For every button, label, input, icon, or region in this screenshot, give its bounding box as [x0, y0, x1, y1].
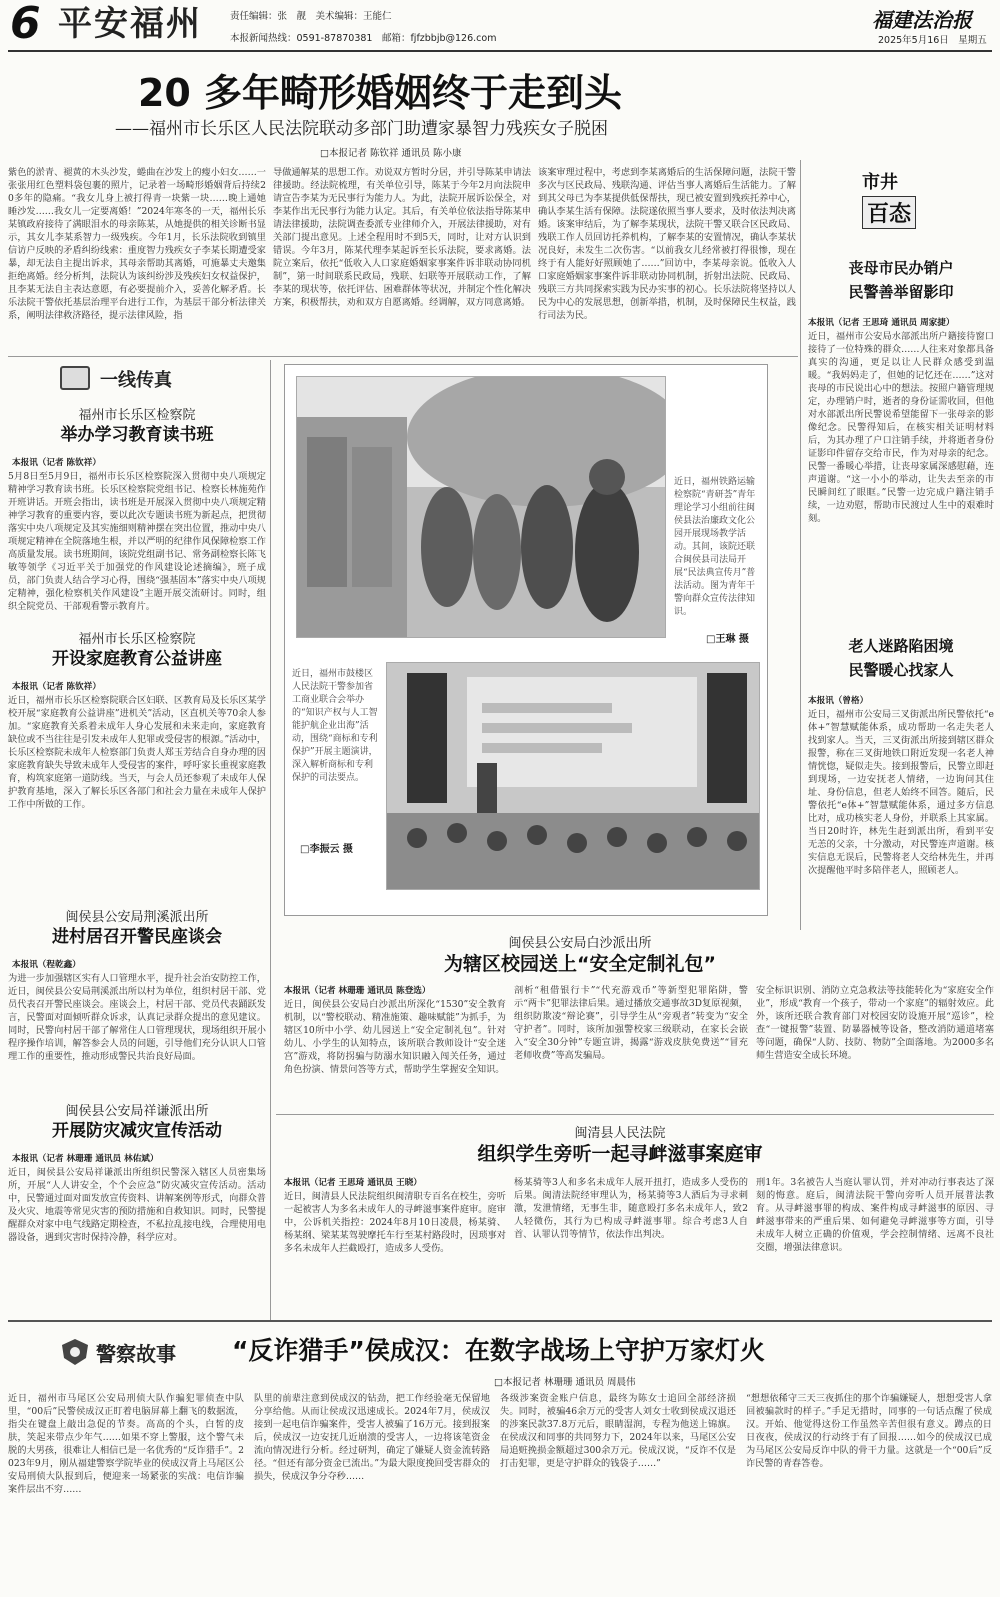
yx1-byline: 本报讯（记者 陈钦祥） [12, 458, 101, 468]
lead-column-2: 导做通解某的思想工作。劝说双方暂时分居，并引导陈某申请法律援助。经法院梳理，有关单位引导，陈某于今年2月向法院申请宣告李某为无民事行为能力人。为此，法院开展诉讼保全，对李某作出无民事行为能力认定。其后，有关单位依法指导陈某申请法律援助，法院调查委派专业律师介入，开展法律援助，对有关部门提出意见。上述全程用时不到5天，同时，让对方认识到错误。今年3月，陈某代理李某起诉至长乐法院，要求离婚。法院立案后，依托“低收入人口家庭婚姻家事案件诉非联动协同机制”，第一时间联系民政局，残联、妇联等开展联动工作，了解李某的现状等，依托评估、困难群体等状况，并制定个性化解决方案，积极帮扶，劝和双方自愿离婚。经调解，双方同意离婚。 [273, 167, 531, 308]
minqing-column-1: 近日，闽清县人民法院组织闽清职专百名在校生，旁听一起被害人为多名未成年人的寻衅滋事案件庭审。庭审中，公诉机关指控：2024年8月10日凌晨，杨某骑、杨某纲、梁某某驾驶摩托车行至某村路段时，因琐事对多名未成年人拦截殴打，造成多人受伤。 [284, 1191, 506, 1254]
lead-byline: □本报记者 陈钦祥 通讯员 陈小康 [320, 148, 462, 159]
editors-line: 责任编辑：张 靓 美术编辑：王能仁 [230, 11, 392, 22]
fax-icon [60, 366, 90, 390]
police-story-title: “反诈猎手”侯成汉：在数字战场上守护万家灯火 [232, 1336, 765, 1365]
yixian-banner [60, 364, 230, 394]
minqing-kicker: 闽清县人民法院 [574, 1126, 666, 1141]
photo2-caption: 近日，福州市鼓楼区人民法院干警参加省工商业联合会举办的“知识产权与人工智能护航企业出海”活动，围绕“商标和专利保护”开展主题演讲，深入解析商标和专利保护的司法要点。 [292, 669, 378, 783]
story2-byline: 本报讯（曾格） [808, 696, 869, 706]
minqing-byline: 本报讯（记者 王思琦 通讯员 王晓） [284, 1178, 422, 1188]
police-column-3: 各级涉案资金账户信息，最终为陈女士追回全部经济损失。同时，被骗46余万元的受害人刘女士收到侯成汉退还的涉案民款37.8万元后，眼睛湿润，专程为他送上锦旗。在侯成汉和同事的共同努力下，2024年以来，马尾区公安局追赃挽损金额超过300余万元。侯成汉说，“反诈不仅是打击犯罪，更是守护群众的钱袋子……” [500, 1393, 736, 1469]
story2-title-line2: 民警暖心找家人 [848, 661, 954, 679]
photo-ip-lecture [386, 662, 760, 890]
hotline-line: 本报新闻热线：0591-87870381 邮箱：fjfzbbjb@126.com [230, 33, 497, 44]
minqing-column-3: 刑1年。3名被告人当庭认罪认罚，并对冲动行事表达了深刻的悔意。庭后，闽清法院干警向旁听人员开展普法教育。从寻衅滋事罪的构成、案件构成寻衅滋事的原因、寻衅滋事带来的严重后果、如何避免寻衅滋事等方面，引导未成年人树立正确的价值观，学会控制情绪、远离不良社交圈，增强法律意识。 [756, 1177, 994, 1253]
yx1-body: 5月8日至5月9日，福州市长乐区检察院深入贯彻中央八项规定精神学习教育读书班。长乐区检察院党组书记、检察长林施苑作开班讲话。开班会指出，读书班是开展深入贯彻中央八项规定精神学习教育的重要内容，要以此次专题读书班为新起点，把贯彻落实中央八项规定及其实施细则精神摆在突出位置，推动中央八项规定精神在全院落地生根，并以严明的纪律作风保障检察工作高质量发展。读书班期间，该院党组副书记、常务副检察长陈飞敏等领学《习近平关于加强党的作风建设论述摘编》，班子成员，部门负责人结合学习心得，围绕“强基固本”落实中央八项规定精神，强化检察机关作风建设”主题开展交流研讨。同时，组织全院党员、干部观看警示教育片。 [8, 471, 266, 612]
yx2-kicker: 福州市长乐区检察院 [78, 632, 196, 647]
yx3-title: 进村居召开警民座谈会 [52, 927, 222, 947]
baisha-bottom-rule [276, 1114, 994, 1115]
baisha-column-2: 剖析“租借银行卡”“代充游戏币”等新型犯罪陷阱，警示“两卡”犯罪法律后果。通过播放交通事故3D复原视频，组织防欺凌“辩论赛”，引导学生从“旁观者”转变为“安全守护者”。同时，该所加强警校家三级联动，在家长会嵌入“安全30分钟”专题宣讲，揭露“游戏皮肤免费送”“冒充老师收费”等高发骗局。 [514, 985, 748, 1061]
yx1-kicker: 福州市长乐区检察院 [78, 408, 196, 423]
paper-logo: 福建法治报 [872, 8, 972, 32]
lead-subtitle: ——福州市长乐区人民法院联动多部门助遭家暴智力残疾女子脱困 [115, 119, 608, 139]
minqing-column-2: 杨某骑等3人和多名未成年人展开扭打，造成多人受伤的后果。闽清法院经审理认为，杨某骑等3人酒后为寻求刺激，发泄情绪，无事生非，随意殴打多名未成年人，致2人轻微伤，其行为已构成寻衅滋事罪。综合考虑3人自首、认罪认罚等情节，依法作出判决。 [514, 1177, 748, 1240]
baisha-column-3: 安全标识识别、消防立克急救法等技能转化为“家庭安全作业”，形成“教育一个孩子，带动一个家庭”的辐射效应。此外，该所还联合教育部门对校园安防设施开展“巡诊”，检查“一键报警”装置、防暴器械等设备，整改消防通道堵塞等问题，确保“人防、技防、物防”全面落地。为2000多名师生营造安全成长环境。 [756, 985, 994, 1061]
story2-title-line1: 老人迷路陷困境 [848, 637, 954, 655]
photo1-caption: 近日，福州铁路运输检察院“青研荟”青年理论学习小组前往闽侯县法治廉政文化公园开展现场教学活动。其间，该院还联合闽侯县司法局开展“民法典宣传月”普法活动。图为青年干警向群众宣传法律知识。 [674, 477, 756, 617]
photo-park-scene [297, 377, 666, 638]
baisha-column-1: 近日，闽侯县公安局白沙派出所深化“1530”安全教育机制，以“警校联动、精准施策、趣味赋能”为抓手，为辖区10所中小学、幼儿园送上“安全定制礼包”。针对幼儿、小学生的认知特点，该所联合教师设计“安全迷宫”游戏，将防拐骗与防溺水知识融入闯关任务，通过角色扮演、情景问答等方式，帮助学生掌握安全知识。 [284, 999, 506, 1075]
minqing-title: 组织学生旁听一起寻衅滋事案庭审 [477, 1143, 763, 1165]
yx3-body: 为进一步加强辖区实有人口管理水平，提升社会治安防控工作，近日，闽侯县公安局荆溪派出所以村为单位，组织村居干部、党员代表召开警民座谈会。座谈会上，村居干部、党员代表踊跃发言，民警面对面倾听群众诉求，认真记录群众提出的意见建议。同时，民警向村居干部了解常住人口管理现状，现场组织开展小程序操作培训，解答参会人员的问题，引导他们充分认识人口管理工作的重要性，推动形成警民共治良好局面。 [8, 973, 266, 1062]
photo2-credit: □李振云 摄 [300, 844, 353, 855]
yx4-title: 开展防灾减灾宣传活动 [52, 1121, 222, 1141]
left-column-divider [270, 360, 271, 1320]
yx1-title: 举办学习教育读书班 [60, 425, 214, 445]
section-title: 平安福州 [58, 4, 202, 44]
issue-date: 2025年5月16日 星期五 [878, 35, 987, 46]
police-story-banner [60, 1332, 220, 1372]
photo-lecture-scene [387, 663, 760, 890]
bottom-section-rule [8, 1320, 992, 1322]
lead-column-1: 紫色的淤青、褪黄的木头沙发，蜷曲在沙发上的瘦小妇女……一张张用红色塑料袋包裹的照片，记录着一场畸形婚姻背后持续20多年的隐痛。“我女儿身上被打得青一块紫一块……晚上通她睡沙发……我女儿一定要离婚！”2024年寒冬的一天，福州长乐某镇政府接待了满眼泪水的母亲陈某，从她提供的相关诊断书显示，其女儿李某系智力一级残疾。今年1月，长乐法院收到镇里信访户反映的矛盾纠纷线索：重度智力残疾女子李某长期遭受家暴，却无法自主提出诉求，其母亲帮助其离婚，可施暴丈夫邀集拒绝离婚。经分析判，法院认为该纠纷涉及残疾妇女权益保护，且李某无法自主表达意愿，有必要提前介入，妥善化解矛盾。长乐法院干警依托基层治理平台进行工作，为基层干部分析法律关系，阐明法律救济路径，提示法律风险，指 [8, 167, 266, 321]
story1-title-line2: 民警善举留影印 [848, 283, 954, 301]
lead-bottom-rule [8, 356, 798, 357]
police-column-4: “想想依稀守三天三夜抓住的那个诈骗嫌疑人，想想受害人拿回被骗款时的样子。”手足无措时，同事的一句话点醒了侯成汉。开始、他觉得这份工作虽然辛苦但很有意义。蹲点的日日夜夜，侯成汉的行动终于有了回报……如今的侯成汉已成为马尾区公安局反诈中队的骨干力量。这就是一个“00后”反诈民警的青春答卷。 [746, 1393, 992, 1469]
police-story-label: 警察故事 [96, 1342, 176, 1366]
lead-column-3: 该案审理过程中，考虑到李某离婚后的生活保障问题，法院干警多次与区民政局、残联沟通、评估当事人离婚后生活能力。了解到其父母已为李某提供低保帮扶，现已被安置到残疾托养中心，确认李某生活有保障。法院遂依照当事人要求，及时依法判决离婚。该案审结后，为了解李某现状，法院干警又联合区民政局、残联工作人员回访托养机构，了解李某的安置情况，确认李某状况良好，未发生二次伤害。“以前我女儿经常被打得很惨，现在终于有人能好好照顾她了……”回访中，李某母亲说。低收入人口家庭婚姻家事案件诉非联动协同机制，折射出法院、民政局、残联三方共同探索实践为民办实事的初心。长乐法院将坚持以人民为中心的发展思想，创新举措，机制，及时保障民生权益，践行司法为民。 [538, 167, 796, 321]
yx3-byline: 本报讯（程乾鑫） [12, 960, 81, 970]
yx4-byline: 本报讯（记者 林珊珊 通讯员 林佑斌） [12, 1154, 159, 1164]
yx2-title: 开设家庭教育公益讲座 [52, 649, 222, 669]
yx4-kicker: 闽侯县公安局祥谦派出所 [65, 1104, 209, 1119]
yx2-body: 近日，福州市长乐区检察院联合区妇联、区教育局及长乐区某学校开展“家庭教育公益讲座”进机关”活动，区直机关等70余人参加。“家庭教育关系着未成年人身心发展和未来走向，家庭教育缺位或不当往往是引发未成年人犯罪或受侵害的根源。”活动中，长乐区检察院未成年人检察部门负责人郑玉芳结合自身办理的因家庭教育缺失导致未成年人受侵害的案件，呼吁家长重视家庭教育，构筑家庭第一道防线。当天，与会人员还参观了未成年人保护教育基地，深入了解长乐区各部门和社会力量在未成年人保护工作中所做的工作。 [8, 695, 266, 810]
story1-title-line1: 丧母市民办销户 [848, 259, 954, 277]
photo-park-outreach [296, 376, 666, 638]
column-box-title [860, 168, 940, 238]
photo1-credit: □王琳 摄 [706, 634, 749, 645]
yixian-label: 一线传真 [100, 370, 172, 391]
police-column-1: 近日，福州市马尾区公安局刑侦大队作骗犯罪侦查中队里，“00后”民警侯成汉正盯着电脑屏幕上翻飞的数据流，指尖在键盘上敲出急促的节奏。高高的个头，白皙的皮肤，笑起来带点少年气……如果不穿上警服，这个警气未脱的大男孩，很难让人相信已是一名优秀的“反诈猎手”。2023年9月，刚从福建警察学院毕业的侯成汉背上马尾区公安局刑侦大队报到后，便迎来一场紧张的实战：电信诈骗案件层出不穷…… [8, 1393, 244, 1495]
column-title-word-1: 市井 [862, 172, 898, 193]
masthead [0, 0, 1000, 52]
page-number: 6 [10, 0, 41, 49]
baisha-kicker: 闽侯县公安局白沙派出所 [508, 936, 652, 951]
story1-byline: 本报讯（记者 王思琦 通讯员 周家捷） [808, 318, 955, 328]
badge-icon-svg [60, 1338, 90, 1366]
masthead-rule [8, 50, 992, 52]
story2-body: 近日，福州市公安局三叉街派出所民警依托“e体+”智慧赋能体系，成功帮助一名走失老人找到家人。当天，三叉街派出所接到辖区群众报警，称在三叉街地铁口附近发现一名老人神情恍惚，疑似走失。接到报警后，民警立即赶到现场，一边安抚老人情绪，一边询问其住址、身份信息，但老人始终不回答。随后，民警依托“e体+”智慧赋能体系，通过多方信息比对，成功核实老人身份，并联系上其家属。当日20时许，林先生赶到派出所，看到平安无恙的父亲，十分激动，对民警连声道谢。核实信息无误后，民警将老人交给林先生，并再次提醒他平时多陪伴老人，照顾老人。 [808, 709, 994, 876]
lead-title: 20 多年畸形婚姻终于走到头 [137, 71, 623, 115]
police-column-2: 队里的前辈注意到侯成汉的钻劲，把工作经验毫无保留地分享给他。从而让侯成汉迅速成长。2024年7月，侯成汉接到一起电信诈骗案件，受害人被骗了16万元。接到报案后，侯成汉一边安抚几近崩溃的受害人，一边将该笔资金流向情况进行分析。经过研判，确定了嫌疑人资金流转路径。“但还有部分资金已流出。”为最大限度挽回受害群众的损失，侯成汉争分夺秒…… [254, 1393, 490, 1482]
story1-body: 近日，福州市公安局水部派出所户籍接待窗口接待了一位特殊的群众……人往来对象都具备真实的沟通，更足以让人民群众感受到温暖。“我妈妈走了，但她的记忆还在……”这对丧母的市民说出心中的想法。按照户籍管理规定，办理销户时，逝者的身份证需收回，但他对水部派出所民警说希望能留下一张母亲的影像纪念。民警得知后，在核实相关证明材料后，为其办理了户口注销手续，并将逝者身份证影印件留存交给市民，作为对母亲的纪念。民警一番暖心举措，让丧母家属深感慰藉，连声道谢。“这一小小的举动，让失去至亲的市民瞬间红了眼眶。”民警一边完成户籍注销手续，一边劝慰，帮助市民渡过人生中的艰难时刻。 [808, 331, 994, 524]
yx4-body: 近日，闽侯县公安局祥谦派出所组织民警深入辖区人员密集场所，开展“人人讲安全，个个会应急”防灾减灾宣传活动。活动中，民警通过面对面发放宣传资料、讲解案例等形式，向群众普及火灾、地震等常见灾害的预防措施和自救知识。同时，民警提醒群众对家中电气线路定期检查，不私拉乱接电线，合理使用电器设备，遇到灾害时保持冷静，科学应对。 [8, 1167, 266, 1243]
baisha-title: 为辖区校园送上“安全定制礼包” [444, 953, 716, 975]
yx3-kicker: 闽侯县公安局荆溪派出所 [65, 910, 209, 925]
column-title-word-2: 百态 [862, 196, 916, 229]
police-story-byline: □本报记者 林珊珊 通讯员 周晨伟 [494, 1377, 636, 1388]
right-column-divider [800, 160, 801, 930]
yx2-byline: 本报讯（记者 陈钦祥） [12, 682, 101, 692]
baisha-byline: 本报讯（记者 林珊珊 通讯员 陈登选） [284, 986, 431, 996]
police-badge-icon [60, 1338, 90, 1366]
